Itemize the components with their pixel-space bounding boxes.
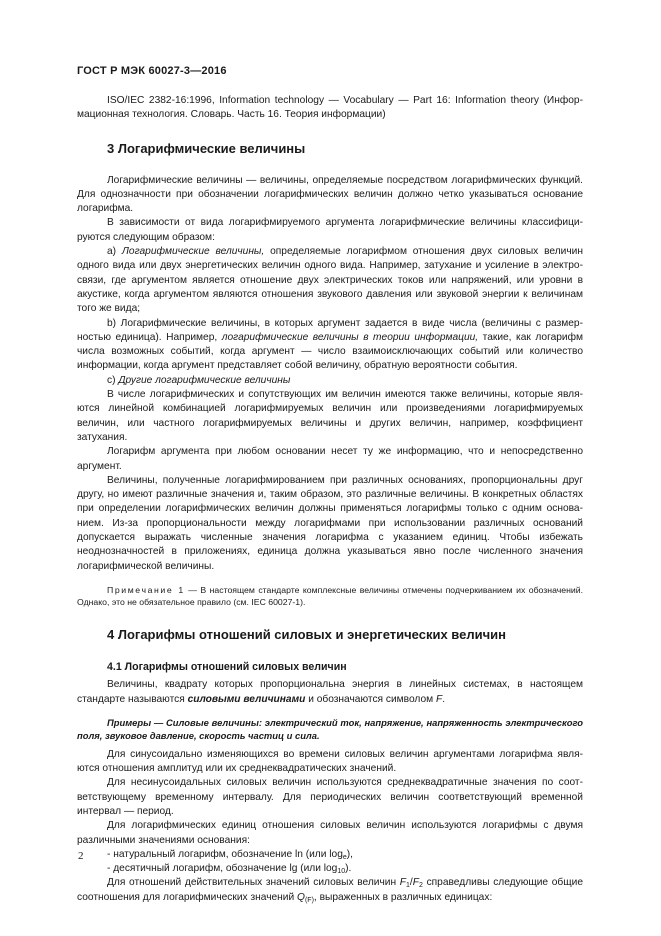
document-header: ГОСТ Р МЭК 60027-3—2016 <box>77 65 227 77</box>
item-b-term: логарифмические величины в теории информации, <box>221 331 479 343</box>
note-text: — В настоящем стандарте комплексные величины отмечены подчеркиванием их обозначений. Однако, это не обязательное правило (см. IEC 60027-1). <box>77 584 583 608</box>
li-lg-text: - десятичный логарифм, обозначение lg (или log <box>107 863 338 875</box>
s4-paragraph-2: Для синусоидально изменяющихся во времени силовых величин аргументами логарифма являются отношения амплитуд или их среднеквадратических значений. <box>77 748 583 775</box>
s3-paragraph-2: В зависимости от вида логарифмируемого аргумента логарифмические величины классифицируются следующим образом: <box>77 217 583 243</box>
s4-list-item-lg <box>77 862 583 876</box>
s4-p5-f1: F <box>399 877 407 889</box>
document-body <box>77 94 583 905</box>
s4-p5-q-sub: (F) <box>304 896 314 904</box>
s3-paragraph-5: Величины, полученные логарифмированием при различных основаниях, пропорциональны друг другу, но имеют различные значения и, таким образом, это различные величины. В конкретных областях при определении логарифмических величин должны применяться логарифмы только с одним основанием. Из-за пропорциональности между логарифмами при использовании различных оснований допускается выражать численные значения логарифма с указанием единиц. Чтобы избежать неоднозначностей в приложениях, единица должна указываться явно после численного значения логарифмической величины. <box>77 474 583 572</box>
s3-paragraph-3: В числе логарифмических и сопутствующих им величин имеются также величины, которые являются линейной комбинацией логарифмируемых величин или произведениями логарифмируемых величин, или частного логарифмируемых величины и других величин, например, коэффициент затухания. <box>77 389 583 443</box>
item-c-prefix: c) <box>107 374 116 386</box>
s4-p5-f2: F <box>412 877 419 889</box>
s3-paragraph-1: Логарифмические величины — величины, определяемые посредством логарифмических функций. Для однозначности при обозначении логарифмических величин должно четко указываться основание логарифма. <box>77 174 583 215</box>
reference-paragraph: ISO/IEC 2382-16:1996, Information technology — Vocabulary — Part 16: Information theory (Информационная технология. Словарь. Часть 16. Теория информации) <box>77 95 583 121</box>
s3-item-a <box>77 245 583 316</box>
s3-note-1 <box>77 584 583 609</box>
s4-p1-symbol: F <box>435 693 443 705</box>
subsection-4-1-title: 4.1 Логарифмы отношений силовых величин <box>107 660 347 673</box>
item-a-prefix: a) <box>107 246 117 258</box>
section-4-title: 4 Логарифмы отношений силовых и энергетических величин <box>107 626 506 642</box>
li-ln-text: - натуральный логарифм, обозначение ln (или log <box>107 848 343 860</box>
s3-item-c <box>77 374 583 388</box>
s4-p5-text-b: справедливы следующие общие соотношения для логарифмических значений <box>77 877 583 903</box>
item-a-term: Логарифмические величины, <box>121 246 265 258</box>
section-3-title: 3 Логарифмические величины <box>107 140 306 156</box>
li-lg-sub: 10 <box>337 868 346 876</box>
page-number: 2 <box>78 850 84 862</box>
s4-p5-slash: / <box>409 877 413 889</box>
item-b-text-2: такие, как логарифм числа возможных событий, когда аргумент — число взаимоисключающих событий или количество информации, когда аргумент представляет собой величину, обратную вероятности события. <box>77 331 583 372</box>
s3-item-b <box>77 317 583 374</box>
s4-p5-f2-sub: 2 <box>419 882 423 890</box>
s4-paragraph-1 <box>77 678 583 707</box>
li-lg-end: ). <box>345 863 352 875</box>
s4-p1-text-a: Величины, квадрату которых пропорциональна энергия в линейных системах, в настоящем стандарте называются <box>77 679 583 705</box>
s4-paragraph-5 <box>77 876 583 905</box>
s4-examples: Примеры — Силовые величины: электрический ток, напряжение, напряженность электрического поля, звуковое давление, скорость частиц и сила. <box>77 716 583 741</box>
s4-paragraph-4: Для логарифмических единиц отношения силовых величин используются логарифмы с двумя различными значениями основания: <box>77 820 583 846</box>
s4-p1-text-b: и обозначаются символом <box>308 693 434 705</box>
s4-p1-end: . <box>442 693 446 705</box>
s4-list-item-ln <box>77 848 583 862</box>
s4-p5-text-a: Для отношений действительных значений силовых величин <box>107 877 397 889</box>
s3-paragraph-4: Логарифм аргумента при любом основании несет ту же информацию, что и непосредственно аргумент. <box>77 446 583 472</box>
item-c-term: Другие логарифмические величины <box>118 374 291 386</box>
s4-p1-term: силовыми величинами <box>187 693 306 705</box>
note-label: Примечание 1 <box>107 584 185 595</box>
item-a-text: определяемые логарифмом отношения двух силовых величин одного вида или двух энергетических величин одного вида. Например, затухание и усиление в электросвязи, где аргументом является отношение двух электрических токов или напряжений, или уровни в акустике, когда аргументом являются отношения звукового давления или звуковой энергии к величинам того же вида; <box>77 246 583 315</box>
s4-p5-f1-sub: 1 <box>406 882 410 890</box>
s4-paragraph-3: Для несинусоидальных силовых величин используются среднеквадратичные значения по соответствующему временному интервалу. Для периодических величин соответствующий временной интервал — период. <box>77 777 583 817</box>
li-ln-sub: e <box>342 853 347 861</box>
item-b-prefix: b) <box>107 317 117 329</box>
li-ln-end: ), <box>346 848 354 860</box>
s4-p5-q: Q <box>297 891 305 903</box>
item-b-text-1: Логарифмические величины, в которых аргумент задается в виде числа (величины с размерностью единица). Например, <box>77 317 583 343</box>
s4-p5-text-c: , выраженных в различных единицах: <box>313 891 493 903</box>
